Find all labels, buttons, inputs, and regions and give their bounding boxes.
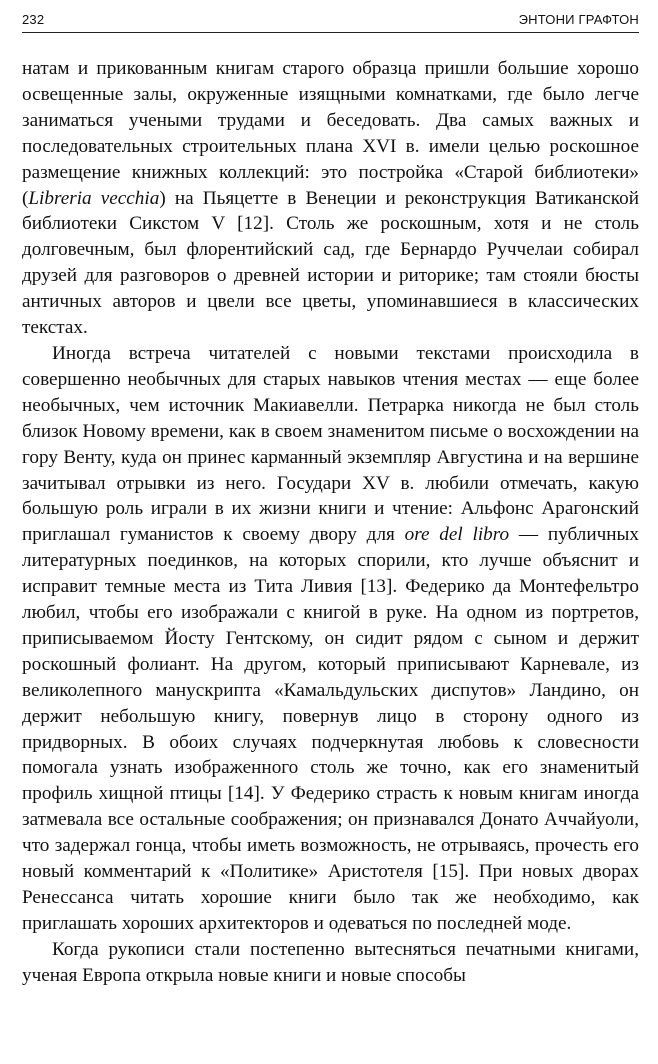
italic-term: ore del libro [404,524,510,546]
text-run: — публичных литературных поединков, на которых спорили, кто лучше объяснит и исправит темные места из Тита Ливия [13]. Федерико да Монтефельтро любил, чтобы его изображали с книгой в руке. На одном из портретов, приписываемом Йосту Гентскому, он сидит рядом с сыном и держит роскошный фолиант. На другом, который приписывают Карневале, из великолепного манускрипта «Камальдульских диспутов» Ландино, он держит небольшую книгу, повернув лицо в сторону одного из придворных. В обоих случаях подчеркнутая любовь к словесности помогала узнать изображенного столь же точно, как его знаменитый профиль хищной птицы [14]. У Федерико страсть к новым книгам иногда затмевала все остальные соображения; он признавался Донато Аччайуоли, что задержал гонца, чтобы иметь возможность, не отрываясь, прочесть его новый комментарий к «Политике» Аристотеля [15]. При новых дворах Ренессанса читать хорошие книги было так же необходимо, как приглашать хороших архитекторов и одеваться по последней моде. [22,524,639,934]
text-run: натам и прикованным книгам старого образца пришли большие хорошо освещенные залы, окруженные изящными комнатками, где было легче заниматься учеными трудами и беседовать. Два самых важных и последовательных строительных плана XVI в. имели целью роскошное размещение книжных коллекций: это постройка «Старой библиотеки» ( [22,58,639,209]
paragraph [22,937,639,989]
page-number: 232 [22,12,45,27]
paragraph [22,56,639,341]
running-header [22,10,639,33]
text-run: Когда рукописи стали постепенно вытесняться печатными книгами, ученая Европа открыла новые книги и новые способы [22,938,639,986]
book-page [22,0,639,1064]
text-run: ) на Пьяцетте в Венеции и реконструкция Ватиканской библиотеки Сикстом V [12]. Столь же роскошным, хотя и не столь долговечным, был флорентийский сад, где Бернардо Руччелаи собирал друзей для разговоров о древней истории и риторике; там стояли бюсты античных авторов и цвели все цветы, упоминавшиеся в классических текстах. [22,187,640,339]
italic-term: Libreria vecchia [28,187,160,209]
text-run: Иногда встреча читателей с новыми текстами происходила в совершенно необычных для старых навыков чтения местах — еще более необычных, чем источник Макиавелли. Петрарка никогда не был столь близок Новому времени, как в своем знаменитом письме о восхождении на гору Венту, куда он принес карманный экземпляр Августина и на вершине зачитывал отрывки из него. Государи XV в. любили отмечать, какую большую роль играли в их жизни книги и чтение: Альфонс Арагонский приглашал гуманистов к своему двору для [22,342,639,546]
paragraph [22,341,639,937]
running-title: ЭНТОНИ ГРАФТОН [518,12,639,27]
body-text [22,56,639,989]
